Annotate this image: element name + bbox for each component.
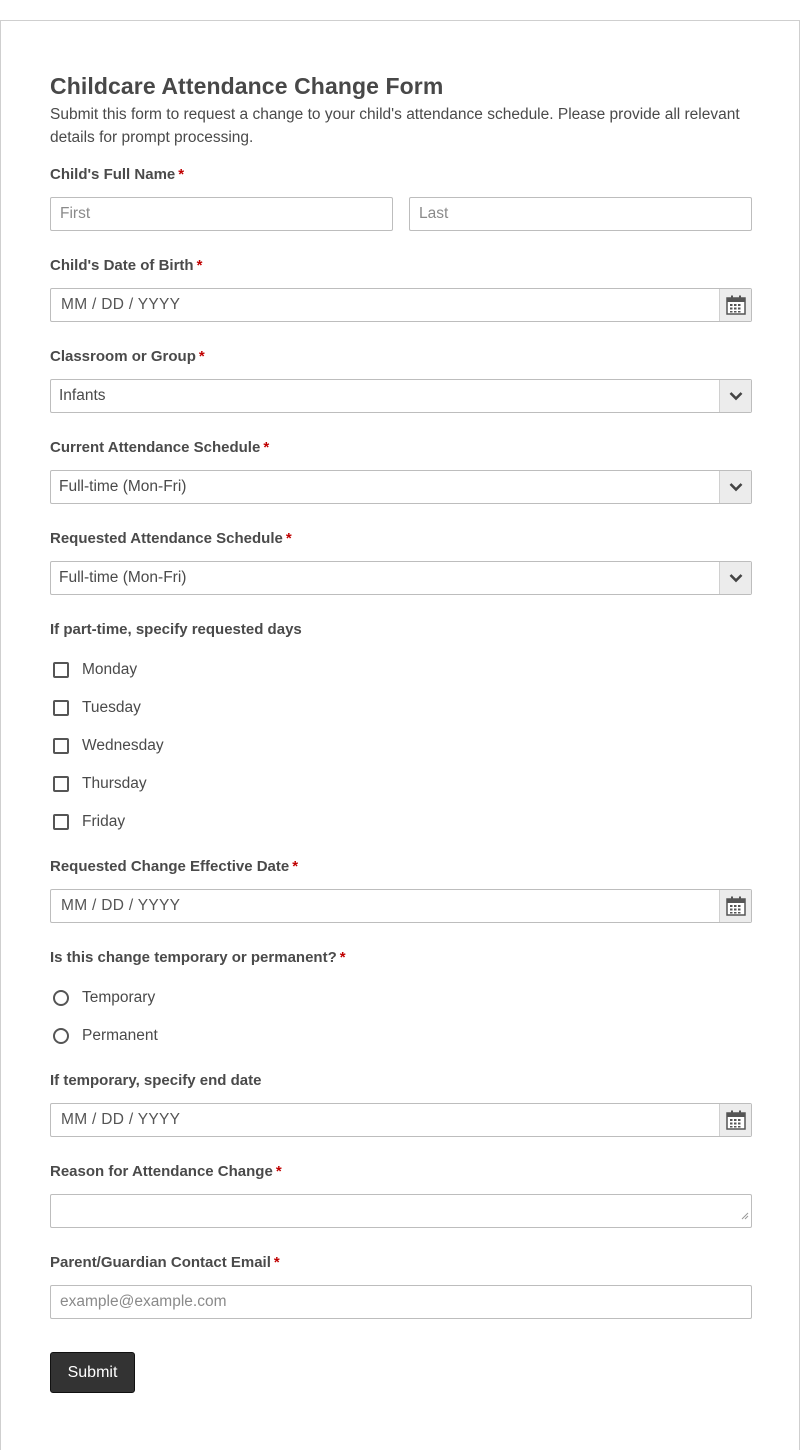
resize-handle-icon[interactable] <box>741 1207 749 1225</box>
requested-schedule-label: Requested Attendance Schedule * <box>50 530 292 547</box>
dob-input[interactable]: MM / DD / YYYY <box>50 288 752 322</box>
form-card <box>0 20 800 1450</box>
first-name-input[interactable]: First <box>50 197 393 231</box>
required-marker: * <box>273 1254 280 1271</box>
change-type-permanent[interactable]: Permanent <box>50 1025 158 1047</box>
current-schedule-label: Current Attendance Schedule * <box>50 439 270 456</box>
checkbox[interactable] <box>53 776 69 792</box>
radio-button[interactable] <box>53 990 69 1006</box>
day-option-tuesday[interactable]: Tuesday <box>50 697 141 719</box>
required-marker: * <box>198 348 205 365</box>
last-name-input[interactable]: Last <box>409 197 752 231</box>
calendar-icon[interactable] <box>719 289 751 321</box>
email-label: Parent/Guardian Contact Email * <box>50 1254 280 1271</box>
chevron-down-icon[interactable] <box>719 471 751 503</box>
form-description: Submit this form to request a change to your child's attendance schedule. Please provide all relevant details for prompt processing. <box>50 106 740 146</box>
checkbox[interactable] <box>53 700 69 716</box>
calendar-icon[interactable] <box>719 890 751 922</box>
dob-label: Child's Date of Birth * <box>50 257 203 274</box>
required-marker: * <box>196 257 203 274</box>
checkbox[interactable] <box>53 738 69 754</box>
change-type-temporary[interactable]: Temporary <box>50 987 155 1009</box>
day-option-wednesday[interactable]: Wednesday <box>50 735 164 757</box>
email-input[interactable]: example@example.com <box>50 1285 752 1319</box>
required-marker: * <box>285 530 292 547</box>
reason-label: Reason for Attendance Change * <box>50 1163 282 1180</box>
required-marker: * <box>263 439 270 456</box>
child-name-label: Child's Full Name * <box>50 166 185 183</box>
required-marker: * <box>178 166 185 183</box>
day-option-friday[interactable]: Friday <box>50 811 125 833</box>
requested-schedule-select[interactable]: Full-time (Mon-Fri) <box>50 561 752 595</box>
day-option-thursday[interactable]: Thursday <box>50 773 147 795</box>
classroom-label: Classroom or Group * <box>50 348 205 365</box>
effective-date-label: Requested Change Effective Date * <box>50 858 299 875</box>
chevron-down-icon[interactable] <box>719 380 751 412</box>
required-marker: * <box>339 949 346 966</box>
form-title: Childcare Attendance Change Form <box>50 73 444 99</box>
classroom-select[interactable]: Infants <box>50 379 752 413</box>
radio-button[interactable] <box>53 1028 69 1044</box>
required-marker: * <box>292 858 299 875</box>
required-marker: * <box>275 1163 282 1180</box>
checkbox[interactable] <box>53 662 69 678</box>
reason-textarea[interactable] <box>50 1194 752 1228</box>
checkbox[interactable] <box>53 814 69 830</box>
submit-button[interactable]: Submit <box>50 1352 135 1393</box>
change-type-label: Is this change temporary or permanent? * <box>50 949 346 966</box>
part-time-days-label: If part-time, specify requested days <box>50 621 302 638</box>
chevron-down-icon[interactable] <box>719 562 751 594</box>
day-option-monday[interactable]: Monday <box>50 659 137 681</box>
effective-date-input[interactable]: MM / DD / YYYY <box>50 889 752 923</box>
calendar-icon[interactable] <box>719 1104 751 1136</box>
end-date-input[interactable]: MM / DD / YYYY <box>50 1103 752 1137</box>
current-schedule-select[interactable]: Full-time (Mon-Fri) <box>50 470 752 504</box>
end-date-label: If temporary, specify end date <box>50 1072 262 1089</box>
